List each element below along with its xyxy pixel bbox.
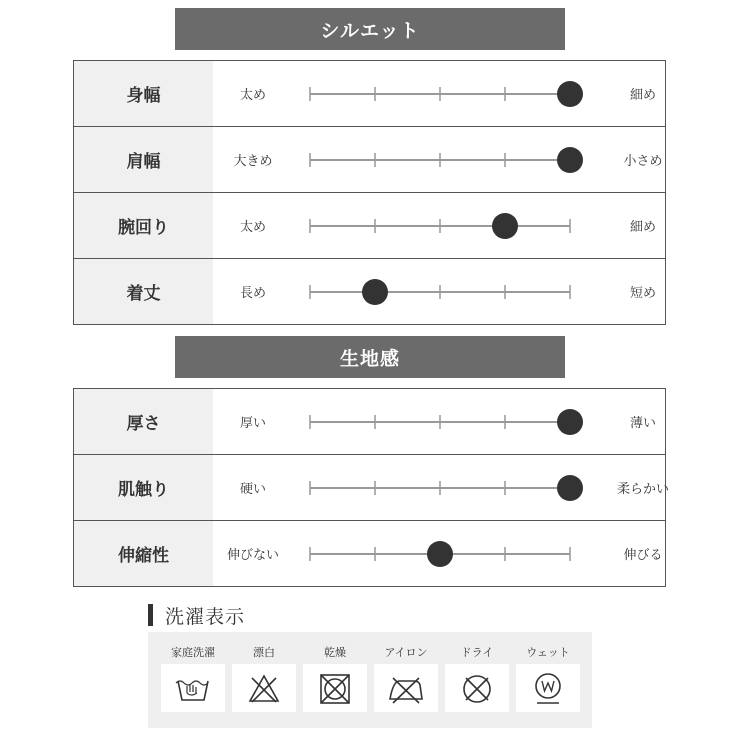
care-label: ドライ — [460, 646, 494, 659]
rating-scale — [213, 521, 665, 586]
scale-left-label: 厚い — [239, 416, 266, 431]
wet-clean-icon — [516, 664, 580, 712]
washing-panel — [148, 632, 592, 728]
care-label: 家庭洗濯 — [171, 646, 215, 659]
washing-title: 洗濯表示 — [165, 605, 246, 628]
scale-left-label: 太め — [239, 88, 266, 103]
rating-scale — [213, 61, 665, 126]
scale-marker — [557, 409, 583, 435]
washing-heading — [148, 604, 245, 626]
row-label: 肌触り — [74, 455, 213, 520]
scale-right-label: 柔らかい — [616, 482, 669, 497]
rating-row — [74, 61, 665, 127]
scale-marker — [362, 279, 388, 305]
scale-right-label: 小さめ — [623, 154, 663, 169]
heading-bar — [148, 604, 153, 626]
row-label: 伸縮性 — [74, 521, 213, 586]
scale-right-label: 細め — [629, 220, 656, 235]
scale-right-label: 短め — [629, 286, 656, 301]
rating-scale — [213, 455, 669, 520]
rating-scale — [213, 259, 665, 324]
scale-right-label: 細め — [629, 88, 656, 103]
scale-left-label: 太め — [239, 220, 266, 235]
care-icon-box — [161, 664, 225, 712]
fabric-title: 生地感 — [339, 347, 400, 370]
fabric-table — [73, 388, 669, 587]
scale-left-label: 大きめ — [233, 154, 273, 169]
scale-left-label: 硬い — [239, 482, 266, 497]
no-tumble-dry-icon — [303, 664, 367, 712]
row-label: 肩幅 — [74, 127, 213, 192]
scale-left-label: 伸びない — [226, 548, 279, 563]
fabric-header — [175, 336, 565, 378]
silhouette-table — [73, 60, 666, 325]
care-label: アイロン — [384, 646, 428, 659]
row-label: 厚さ — [74, 389, 213, 454]
care-icon-box — [303, 664, 367, 712]
scale-right-label: 薄い — [629, 416, 656, 431]
row-label: 着丈 — [74, 259, 213, 324]
scale-marker — [427, 541, 453, 567]
rating-scale — [213, 127, 665, 192]
care-label: ウェット — [526, 646, 570, 659]
scale-marker — [557, 147, 583, 173]
scale-marker — [557, 475, 583, 501]
row-label: 腕回り — [74, 193, 213, 258]
rating-row — [74, 193, 665, 259]
no-iron-icon — [374, 664, 438, 712]
care-icon-box — [445, 664, 509, 712]
rating-row — [74, 259, 665, 325]
rating-row — [74, 127, 665, 193]
row-label: 身幅 — [74, 61, 213, 126]
rating-row — [74, 455, 669, 521]
silhouette-header — [175, 8, 565, 50]
care-icon-box — [232, 664, 296, 712]
care-label: 乾燥 — [324, 646, 346, 659]
scale-marker — [557, 81, 583, 107]
scale-left-label: 長め — [239, 286, 266, 301]
rating-scale — [213, 389, 665, 454]
rating-row — [74, 389, 665, 455]
care-label: 漂白 — [253, 646, 275, 659]
rating-row — [74, 521, 665, 587]
rating-scale — [213, 193, 665, 258]
no-bleach-icon — [232, 664, 296, 712]
hand-wash-icon — [161, 664, 225, 712]
scale-marker — [492, 213, 518, 239]
silhouette-title: シルエット — [320, 19, 420, 42]
scale-right-label: 伸びる — [623, 548, 663, 563]
care-icon-box — [374, 664, 438, 712]
no-dry-clean-icon — [445, 664, 509, 712]
care-icon-box — [516, 664, 580, 712]
